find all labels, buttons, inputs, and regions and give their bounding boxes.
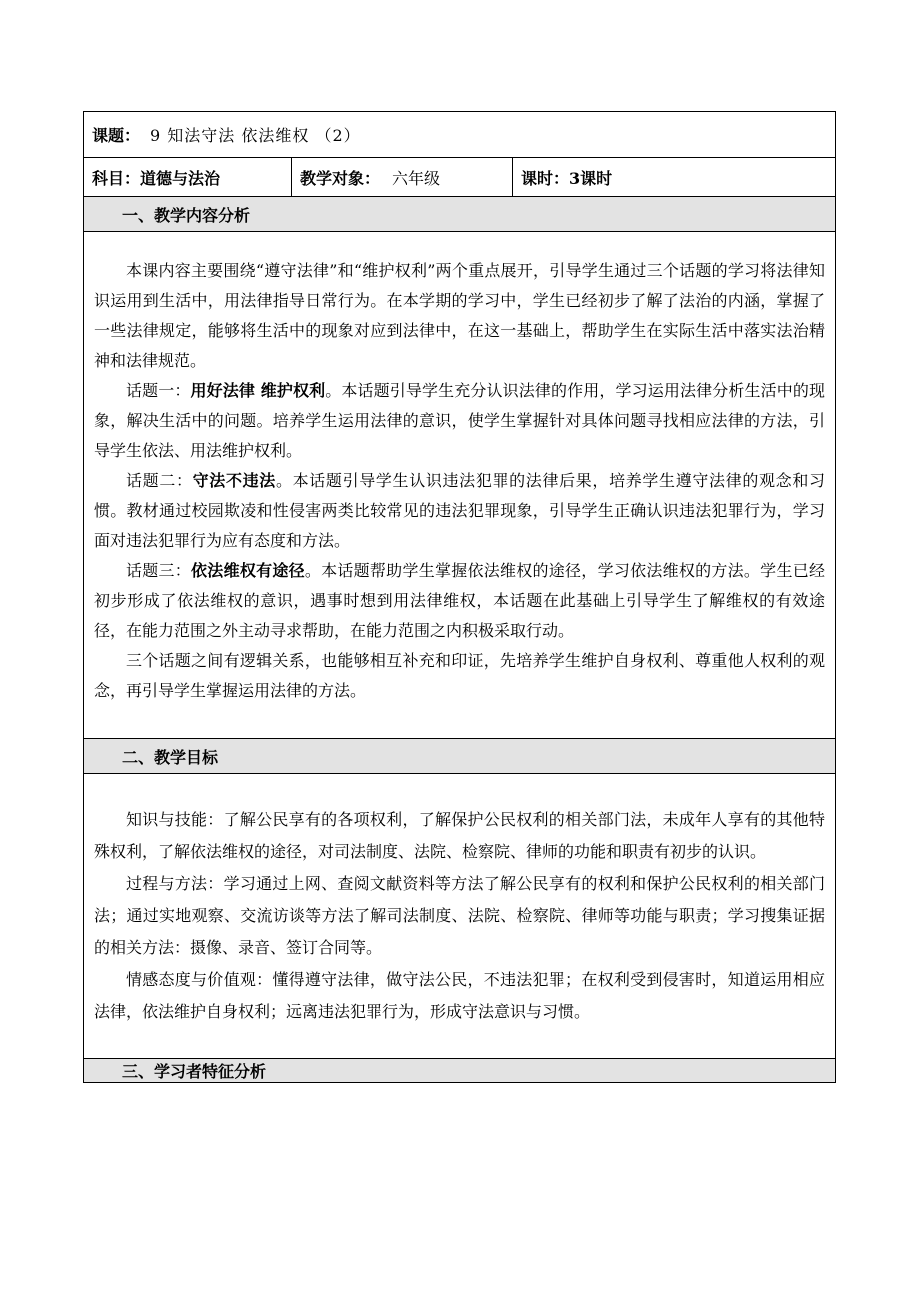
hours-cell [513,158,836,197]
topic-3-prefix: 话题三： [126,561,192,580]
course-row [84,112,836,158]
topic-2-prefix: 话题二： [126,471,193,490]
section-1-header-row [84,197,836,232]
section-2-content-row [84,774,836,1059]
section-2-content [84,774,836,1059]
lesson-plan-table [83,111,836,1083]
goal-emotion-paragraph: 情感态度与价值观：懂得遵守法律，做守法公民，不违法犯罪；在权利受到侵害时，知道运用相应法律，依法维护自身权利；远离违法犯罪行为，形成守法意识与习惯。 [94,970,825,1021]
section-1-content [84,232,836,739]
audience-cell [292,158,513,197]
course-label: 课题： [92,126,141,145]
section-2-header-row [84,739,836,774]
topic-1-title: 用好法律 维护权利 [190,381,326,400]
topic-1-text: 。本话题引导学生充分认识法律的作用，学习运用法律分析生活中的现象，解决生活中的问题。培养学生运用法律的意识，使学生掌握针对具体问题寻找相应法律的方法，引导学生依法、用法维护权利。 [94,381,825,460]
goal-process-paragraph: 过程与方法：学习通过上网、查阅文献资料等方法了解公民享有的权利和保护公民权利的相关部门法；通过实地观察、交流访谈等方法了解司法制度、法院、检察院、律师等功能与职责；学习搜集证据的相关方法：摄像、录音、签订合同等。 [94,874,825,957]
section-2-title: 二、教学目标 [84,739,836,774]
meta-row [84,158,836,197]
course-title-cell [84,112,836,158]
course-title: 9 知法守法 依法维权 （2） [150,126,361,145]
topic-3-text: 。本话题帮助学生掌握依法维权的途径，学习依法维权的方法。学生已经初步形成了依法维权的意识，遇事时想到用法律维权，本话题在此基础上引导学生了解维权的有效途径，在能力范围之外主动寻求帮助，在能力范围之内积极采取行动。 [94,561,825,640]
subject-label: 科目：道德与法治 [92,168,221,188]
summary-paragraph: 三个话题之间有逻辑关系，也能够相互补充和印证，先培养学生维护自身权利、尊重他人权利的观念，再引导学生掌握运用法律的方法。 [94,651,825,700]
audience-value: 六年级 [392,168,441,188]
hours-label: 课时：3课时 [521,168,613,188]
topic-2-text: 。本话题引导学生认识违法犯罪的法律后果，培养学生遵守法律的观念和习惯。教材通过校园欺凌和性侵害两类比较常见的违法犯罪现象，引导学生正确认识违法犯罪行为，学习面对违法犯罪行为应有态度和方法。 [94,471,825,550]
topic-2-title: 守法不违法 [192,471,276,490]
topic-2-paragraph [94,466,825,556]
topic-1-prefix: 话题一： [126,381,191,400]
topic-1-paragraph [94,376,825,466]
topic-3-title: 依法维权有途径 [191,561,305,580]
section-1-title: 一、教学内容分析 [84,197,836,232]
topic-3-paragraph [94,556,825,646]
section-1-content-row [84,232,836,739]
intro-paragraph: 本课内容主要围绕“遵守法律”和“维护权利”两个重点展开，引导学生通过三个话题的学习将法律知识运用到生活中，用法律指导日常行为。在本学期的学习中，学生已经初步了解了法治的内涵，掌握了一些法律规定，能够将生活中的现象对应到法律中，在这一基础上，帮助学生在实际生活中落实法治精神和法律规范。 [94,261,825,370]
goal-knowledge-paragraph: 知识与技能：了解公民享有的各项权利，了解保护公民权利的相关部门法，未成年人享有的其他特殊权利，了解依法维权的途径，对司法制度、法院、检察院、律师的功能和职责有初步的认识。 [94,810,825,861]
section-3-header-row [84,1059,836,1083]
audience-label: 教学对象： [300,168,381,188]
subject-cell [84,158,292,197]
section-3-title: 三、学习者特征分析 [84,1059,836,1083]
